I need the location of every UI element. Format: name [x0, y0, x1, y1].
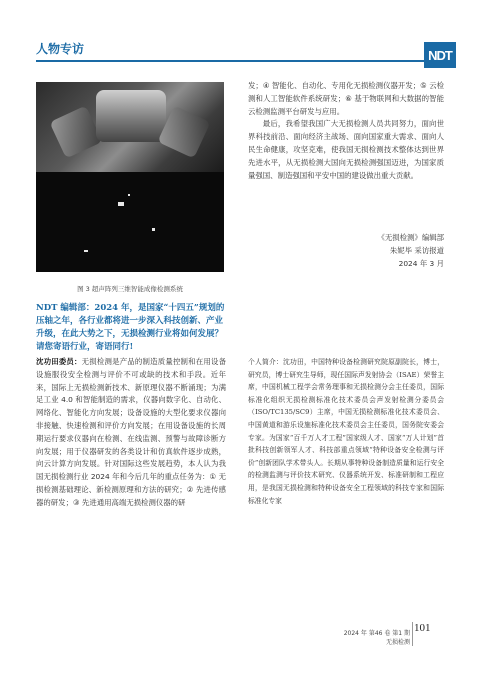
probe-left [49, 105, 102, 158]
imaging-spot [128, 194, 130, 196]
footer-journal: 无损检测 [385, 639, 410, 646]
continuation-paragraph: 发；④ 智能化、自动化、专用化无损检测仪器开发；⑤ 云检测和人工智能软件系统研发；⑥ 基于物联网和大数据的智能云检测监测平台研发与应用。 [248, 81, 444, 116]
journal-logo: NDT [424, 42, 456, 68]
signoff-department: 《无损检测》编辑部 [377, 233, 444, 242]
lead-question: NDT 编辑部：2024 年，是国家“十四五”规划的压轴之年，各行业都将进一步深入科技创新、产业升级，在此大势之下，无损检测行业将如何发展？请您寄语行业，寄语同行! [36, 303, 225, 352]
section-title: 人物专访 [36, 42, 85, 56]
closing-paragraph: 最后，我希望我国广大无损检测人员共同努力，面向世界科技前沿、面向经济主战场、面向国家重大需求、面向人民生命健康，攻坚克难，使我国无损检测技术整体达到世界先进水平，从无损检测大国向无损检测强国迈进，为国家质量强国、制造强国和平安中国的建设做出重大贡献。 [248, 119, 444, 180]
figure-image [36, 82, 224, 272]
bio-paragraph: 个人简介：沈功田，中国特种设备检测研究院原副院长，博士，研究员，博士研究生导师，现任国际声发射协会（ISAE）荣誉主席，中国机械工程学会常务理事和无损检测分会主任委员，国际标准化组织无损检测标准化技术委员会声发射检测分委员会（ISO/TC135/SC9）主席，中国无损检测标准化技术委员会、中国黄道和游乐设施标准化技术委员会主任委员，国务院安委会专家。为国家“百千万人才工程”国家级人才、国家“万人计划”首批科技创新领军人才、科技部重点领域“特种设备安全检测与评价”创新团队学术带头人。长期从事特种设备制造质量和运行安全的检测监测与评价技术研究、仪器系统开发、标准研制和工程应用，是我国无损检测和特种设备安全工程领域的科技专家和国际标准化专家 [248, 358, 444, 505]
left-answer [36, 356, 226, 510]
speaker-name: 沈功田委员： [36, 357, 82, 366]
footer-rule [412, 622, 413, 646]
answer-text: 无损检测是产品的制造质量控制和在用设备设施服役安全检测与评价不可或缺的技术和手段。近年来，国际上无损检测新技术、新原理仪器不断涌现；为满足工业 4.0 和智能制造的需求，仪器向数字化、自动化、网络化、智能化方向发展；设备设施的大型化要求仪器向非接触、快速检测和评价方向发展；在用设备设施的长周期运行要求仪器向在检测、在线监测、预警与故障诊断方向发展；用于仪器研发的各类设计和仿真软件逐步成熟，向云计算方向发展。针对国际这些发展趋势，本人认为我国无损检测行业 2024 年和今后几年的重点任务为：① 无损检测基础理论、新检测原理和方法的研究；② 先进传感器的研发；③ 先进通用高端无损检测仪器的研 [36, 357, 226, 507]
page-number: 101 [414, 622, 431, 634]
probe-photo [36, 82, 224, 172]
imaging-spot [152, 228, 155, 231]
signoff [248, 232, 444, 270]
imaging-spot [118, 202, 124, 206]
signoff-reporter: 朱妮毕 采访报道 [389, 245, 444, 255]
footer-issue: 2024 年 第46 卷 第1 期 [343, 630, 410, 637]
header-rule [36, 60, 424, 62]
right-column-text [248, 80, 444, 182]
signoff-date: 2024 年 3 月 [398, 258, 444, 268]
probe-center [96, 90, 166, 142]
figure-caption: 图 3 超声阵列三维智能成像检测系统 [77, 285, 183, 293]
imaging-spot [84, 250, 88, 252]
